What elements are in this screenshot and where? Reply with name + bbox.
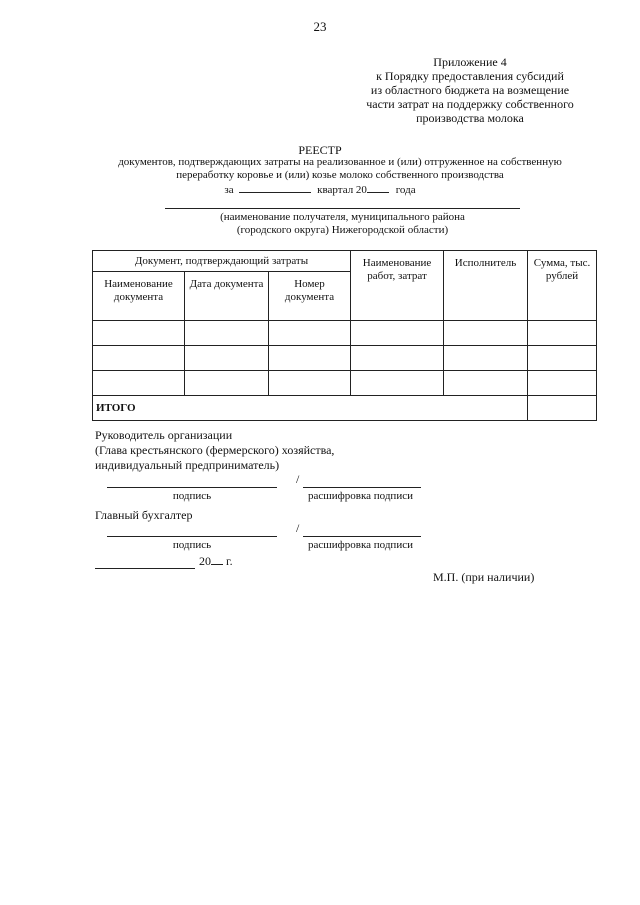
table-cell (528, 371, 597, 396)
head-signature-caption: подпись (172, 490, 212, 502)
accountant-signature-caption: подпись (172, 539, 212, 551)
recipient-caption-line: (наименование получателя, муниципального района (220, 211, 465, 223)
head-title-line: Руководитель организации (95, 428, 233, 442)
annex-block (330, 55, 610, 125)
header-document-name: Наименование документа (93, 272, 185, 321)
table-row (93, 346, 597, 371)
period-year-blank (367, 192, 389, 193)
accountant-decoding-caption: расшифровка подписи (308, 539, 413, 551)
date-line (95, 568, 195, 569)
period-line (0, 184, 640, 196)
table-cell (93, 346, 185, 371)
table-cell (444, 321, 528, 346)
head-decoding-caption: расшифровка подписи (308, 490, 413, 502)
period-quarter-label: квартал 20 (317, 184, 367, 196)
table-cell (444, 346, 528, 371)
accountant-slash: / (296, 521, 300, 535)
table-cell (444, 371, 528, 396)
table-row (93, 371, 597, 396)
table-cell (351, 371, 444, 396)
registry-table (92, 250, 597, 421)
annex-line: производства молока (416, 111, 524, 125)
annex-line: Приложение 4 (433, 55, 507, 69)
total-row (93, 396, 597, 421)
total-label: ИТОГО (93, 396, 528, 421)
subtitle-line: переработку коровье и (или) козье молоко собственного производства (176, 169, 504, 181)
table-cell (185, 346, 269, 371)
document-subtitle (60, 156, 620, 182)
stamp-place: М.П. (при наличии) (433, 570, 535, 584)
page-number: 23 (313, 19, 327, 34)
period-quarter-blank (239, 192, 311, 193)
date-year-blank (211, 564, 223, 565)
period-prefix: за (224, 184, 234, 196)
date-suffix: г. (226, 554, 233, 568)
table-cell (185, 371, 269, 396)
table-row (93, 321, 597, 346)
chief-accountant-title: Главный бухгалтер (95, 508, 193, 522)
table-cell (528, 346, 597, 371)
table-cell (528, 321, 597, 346)
header-document-date: Дата документа (185, 272, 269, 321)
table-cell (93, 321, 185, 346)
table-cell (269, 371, 351, 396)
annex-line: к Порядку предоставления субсидий (376, 69, 564, 83)
recipient-name-line (165, 208, 520, 209)
annex-line: из областного бюджета на возмещение (370, 83, 570, 97)
header-works: Наименование работ, затрат (351, 251, 444, 321)
date-year (199, 554, 233, 569)
header-sum: Сумма, тыс. рублей (528, 251, 597, 321)
head-title (95, 428, 334, 473)
table-cell (351, 346, 444, 371)
head-decoding-line (303, 487, 421, 488)
header-executor: Исполнитель (444, 251, 528, 321)
head-title-line: индивидуальный предприниматель) (95, 458, 280, 472)
accountant-decoding-line (303, 536, 421, 537)
table-cell (269, 346, 351, 371)
total-sum-cell (528, 396, 597, 421)
head-slash: / (296, 472, 300, 486)
recipient-caption (160, 211, 525, 237)
table-cell (185, 321, 269, 346)
annex-line: части затрат на поддержку собственного (366, 97, 574, 111)
table-cell (93, 371, 185, 396)
header-document-group: Документ, подтверждающий затраты (93, 251, 351, 272)
table-cell (351, 321, 444, 346)
recipient-caption-line: (городского округа) Нижегородской области) (236, 224, 449, 236)
accountant-signature-line (107, 536, 277, 537)
header-document-number: Номер документа (269, 272, 351, 321)
table-cell (269, 321, 351, 346)
period-suffix: года (395, 184, 416, 196)
document-title: РЕЕСТР (298, 143, 342, 157)
head-title-line: (Глава крестьянского (фермерского) хозяйства, (95, 443, 335, 457)
subtitle-line: документов, подтверждающих затраты на реализованное и (или) отгруженное на собственную (118, 156, 562, 168)
head-signature-line (107, 487, 277, 488)
date-year-prefix: 20 (199, 554, 211, 568)
